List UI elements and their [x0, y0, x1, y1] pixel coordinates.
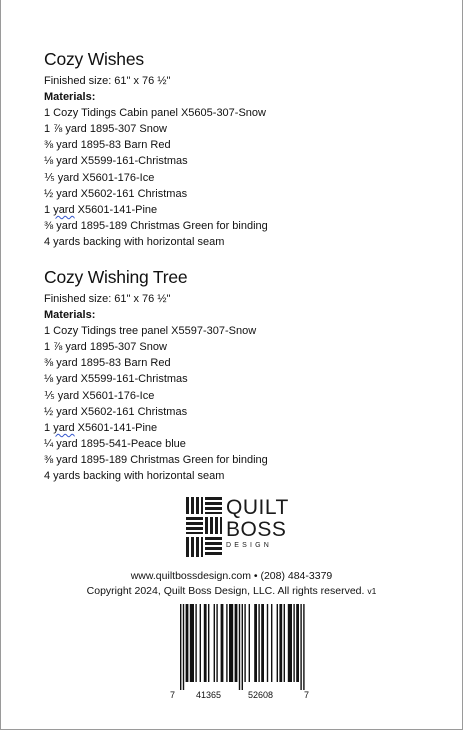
- barcode-bar: [279, 604, 282, 682]
- materials-list: [44, 105, 444, 250]
- material-item: [44, 202, 444, 218]
- barcode-bar: [221, 604, 224, 682]
- material-text-post: 4 yards backing with horizontal seam: [44, 470, 225, 483]
- material-item: [44, 468, 444, 484]
- material-text-post: ¼ yard 1895-541-Peace blue: [44, 437, 186, 450]
- barcode-bar: [204, 604, 207, 682]
- material-text-post: X5601-141-Pine: [74, 203, 158, 216]
- material-item: [44, 218, 444, 234]
- pattern-title: Cozy Wishes: [44, 49, 144, 69]
- materials-list: [44, 323, 444, 484]
- material-text-post: ⅜ yard 1895-83 Barn Red: [44, 357, 171, 370]
- material-text-post: ⅜ yard 1895-189 Christmas Green for binding: [44, 453, 268, 466]
- material-text-post: ½ yard X5602-161 Christmas: [44, 405, 188, 418]
- barcode-bar: [258, 604, 259, 682]
- barcode-group2: 52608: [248, 690, 274, 700]
- barcode-bar: [249, 604, 250, 682]
- contact-line: www.quiltbossdesign.com • (208) 484-3379: [130, 570, 333, 582]
- barcode-bar: [183, 604, 184, 690]
- material-item: [44, 371, 444, 387]
- quilt-block-icon: [186, 497, 222, 557]
- logo-design: DESIGN: [226, 542, 273, 549]
- barcode-bar: [254, 604, 257, 682]
- quilt-boss-logo: [186, 497, 296, 557]
- barcode-bar: [303, 604, 304, 690]
- barcode-bar: [293, 604, 294, 682]
- barcode-bar: [190, 604, 194, 682]
- material-text-post: X5601-141-Pine: [74, 421, 158, 434]
- pattern-cozy-wishing-tree: [44, 266, 444, 484]
- barcode-bar: [296, 604, 299, 682]
- pattern-cozy-wishes: [44, 48, 444, 250]
- logo-boss: BOSS: [226, 518, 287, 541]
- barcode-bar: [214, 604, 215, 682]
- copyright-line: [0, 585, 463, 597]
- material-text-post: 4 yards backing with horizontal seam: [44, 235, 225, 248]
- material-text-underline: yard: [53, 421, 75, 434]
- barcode-bar: [271, 604, 272, 682]
- barcode-bar: [226, 604, 227, 682]
- barcode-bar: [261, 604, 264, 682]
- material-text-post: ⅜ yard 1895-189 Christmas Green for binding: [44, 219, 268, 232]
- material-text-post: ⅛ yard X5599-161-Christmas: [44, 155, 188, 168]
- copyright-text: Copyright 2024, Quilt Boss Design, LLC. All rights reserved.: [86, 585, 365, 597]
- barcode-left-digit: 7: [170, 690, 176, 700]
- material-item: [44, 452, 444, 468]
- material-item: [44, 339, 444, 355]
- material-item: [44, 153, 444, 169]
- barcode-bar: [195, 604, 196, 682]
- finished-size: Finished size: 61" x 76 ½": [44, 75, 171, 87]
- pattern-title: Cozy Wishing Tree: [44, 267, 188, 287]
- material-text-underline: yard: [53, 203, 75, 216]
- material-text-post: ⅜ yard 1895-83 Barn Red: [44, 139, 171, 152]
- material-item: [44, 186, 444, 202]
- finished-size: Finished size: 61" x 76 ½": [44, 293, 171, 305]
- barcode-bar: [242, 604, 243, 690]
- material-item: [44, 234, 444, 250]
- barcode-bars: [180, 604, 312, 690]
- material-item: [44, 404, 444, 420]
- logo-wordmark: [226, 497, 289, 549]
- barcode-right-digit: 7: [304, 690, 310, 700]
- barcode-bar: [267, 604, 268, 682]
- material-item: [44, 420, 444, 436]
- material-item: [44, 323, 444, 339]
- barcode-bar: [235, 604, 238, 682]
- material-item: [44, 137, 444, 153]
- material-item: [44, 355, 444, 371]
- material-item: [44, 388, 444, 404]
- barcode-bar: [229, 604, 233, 682]
- version-label: v1: [367, 586, 377, 596]
- materials-label: Materials:: [44, 91, 96, 104]
- material-text-post: ⅛ yard X5599-161-Christmas: [44, 373, 188, 386]
- material-item: [44, 105, 444, 121]
- material-text-post: ⅕ yard X5601-176-Ice: [44, 171, 155, 184]
- material-text-post: 1 Cozy Tidings tree panel X5597-307-Snow: [44, 325, 257, 338]
- material-text-post: ⅕ yard X5601-176-Ice: [44, 389, 155, 402]
- barcode-bar: [239, 604, 240, 690]
- barcode-bar: [186, 604, 189, 682]
- material-item: [44, 121, 444, 137]
- barcode-bar: [300, 604, 301, 690]
- logo-quilt: QUILT: [226, 496, 289, 519]
- barcode-bar: [277, 604, 278, 682]
- barcode-bar: [244, 604, 245, 682]
- barcode-bar: [208, 604, 209, 682]
- barcode-bar: [284, 604, 285, 682]
- barcode-bar: [180, 604, 181, 690]
- barcode-bar: [200, 604, 201, 682]
- barcode-bar: [288, 604, 292, 682]
- material-text-pre: 1: [44, 203, 54, 216]
- material-text-post: 1 Cozy Tidings Cabin panel X5605-307-Snow: [44, 107, 266, 120]
- material-text-post: 1 ⅞ yard 1895-307 Snow: [44, 341, 167, 354]
- materials-label: Materials:: [44, 309, 96, 322]
- material-text-post: 1 ⅞ yard 1895-307 Snow: [44, 123, 167, 136]
- material-item: [44, 170, 444, 186]
- barcode-bar: [216, 604, 217, 682]
- material-text-post: ½ yard X5602-161 Christmas: [44, 187, 188, 200]
- material-text-pre: 1: [44, 421, 54, 434]
- material-item: [44, 436, 444, 452]
- barcode-group1: 41365: [196, 690, 222, 700]
- upc-barcode: [170, 604, 312, 704]
